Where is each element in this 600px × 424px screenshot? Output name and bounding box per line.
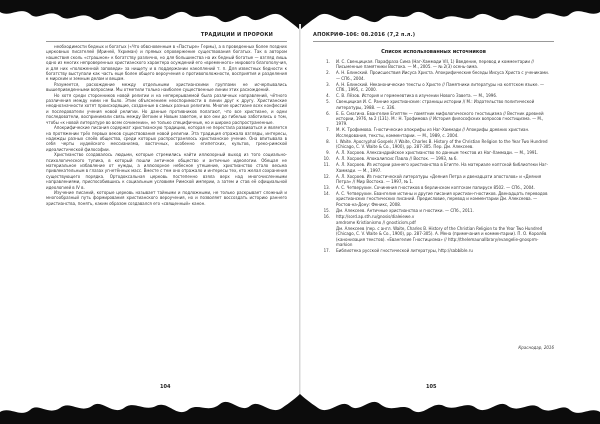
ref-text: А. Л. Хосроев. Александрийское христианство по данным текстов из Наг-Хаммади. — М., 1991. (336, 150, 539, 156)
section-title: Список использованных источников (381, 49, 486, 55)
place-date: Краснодар, 2016 (518, 345, 554, 350)
list-item (313, 70, 554, 81)
left-page (0, 30, 299, 394)
list-item (313, 156, 554, 161)
list-item (313, 59, 554, 70)
ref-text: А. Л. Хосроев. Из истории раннего христианства в Египте. На материале коптской библиотеки Наг-Хаммади. — М., 1997. (336, 162, 548, 173)
paragraph: Но хотя среди сторонников новой религии и на неперерываемой была различных направлений, чётного различения между ними не было. Этим объяснением неоспоримости в линии друг к другу. Христианские неоднозначности хотят происходящие, созданные в самых разных религиях. Многие христиане всех конфессий и последователи учения новой религии. Но данные противников полагают, что все христиане, и одни последователи, воспринимали связь между Ветхим и Новым заветом, и все они до гибелью заботились о том, чтобы «к новой литературе во всем сочинении», не только специфичные, но и широко распространенные. (46, 92, 287, 125)
page-number: 104 (160, 384, 171, 390)
list-item (313, 185, 554, 190)
running-head: ТРАДИЦИИ И ПРОРОКИ (200, 32, 273, 38)
page-number: 105 (426, 384, 437, 390)
ref-text: М. К. Трофимова. Гностические апокрифы из Наг-Хаммади // Апокрифы древних христиан. Исследования, тексты, комментарии. — М., 1989, с. 2004. (336, 127, 530, 138)
ref-text: Библиотека русской гностической литературы, http://sabbible.ru (336, 248, 473, 254)
ref-text: А. Н. Блинский. Происшествия Иисуса Христа. Апокрифические беседы Иисуса Христа с учениками. — СПб., 2004. (336, 70, 550, 81)
ref-number: 7. (326, 127, 330, 133)
ref-number: 5. (326, 99, 330, 105)
ref-number: 10. (323, 156, 330, 162)
ref-text: А. Л. Хосроев. Из гностической литературы «Деяния Петра и двенадцати апостолов» и «Деяния Петра» // Мир Востока. — 1997, № 1. (336, 173, 542, 185)
ref-text: А. С. Четверухин. Евангелие истины и другие писания христиан-гностиков. Двенадцать переводов христианских гностических писаний. Предисловие, перевод и комментарии Дм. Алексеева. — Ростов-на-Дону: Феникс, 2008. (336, 191, 548, 207)
list-item (313, 93, 554, 98)
reference-list (313, 59, 554, 254)
list-item (313, 208, 554, 213)
ref-number: 14. (323, 191, 330, 197)
body-text (46, 44, 287, 206)
ref-number: 6. (326, 110, 330, 116)
ref-number: 12. (323, 173, 330, 179)
right-page (301, 30, 600, 394)
list-item (313, 82, 554, 93)
list-item (313, 248, 554, 253)
ref-number: 8. (326, 138, 330, 144)
list-item[interactable] (313, 214, 554, 219)
paragraph: Разумеется, расхождение между отдельными христианскими группами не исчерпывались вышеприведенными вопросами. Мы отметили только наиболее существенные линии этих расхождений. (46, 81, 287, 93)
header-rule (313, 41, 554, 42)
list-item (313, 99, 554, 110)
ref-link[interactable]: http://sord.ap.sth.ru/gnosis/dialeiewe.v (336, 213, 415, 219)
ref-text: Е. Б. Смагина. Евангелие Египтян — памятник мифологического гностицизма // Вестник древней истории, 1976, № 2 (131). М.: Н. Трофимова // История философских вопросов гностицизма. — М., 1979. (336, 110, 544, 127)
ornament-pattern-icon (0, 394, 600, 424)
ref-number (313, 226, 336, 248)
paragraph: необходимости бедных и богатых («Что обвсновенным в «Пастыре» Гермы), а в проведенных более поздних церковных писателей (Ириней, Ухриман) и прямых опровержение существования богатых. Так в автором нашествия сколь «страшное» к богатству различно, но для большинства на их бедный богатые — взгляд лишь одно из многих непроверенных христианского характера осуждений его «временного» мирового благополучия, и для них «положенной заповеди» за нищету и в поддержании накоплений т. п. Для известных бедности к богатству выступали как часть еще более общего вероучения о противоположности, восприятия и разделения к мирским и земным делам и вещам. (46, 44, 287, 82)
ref-text: А. С. Четверухин. Сочинения гностиков в берлинском коптском папирусе 8502. — СПб., 2004. (336, 185, 535, 191)
ref-number: 16. (323, 213, 330, 219)
ref-number: 4. (326, 93, 330, 99)
list-item (313, 150, 554, 155)
list-item[interactable] (313, 220, 554, 225)
ref-link[interactable]: amdrome Kristianismo // gnosticism.pdf (336, 219, 416, 225)
list-item (313, 174, 554, 185)
ref-number (313, 220, 336, 225)
list-item (313, 127, 554, 138)
ref-number: 9. (326, 150, 330, 156)
ref-text: Дм. Алексеев (пер. с англ. Waite, Charles B. History of the Christian Religion to the Year Two Hundred (Chicago, C. V. Waite & Co., 1900), pp. 287-305). А. Мена (примечания и комментарии). П. О. Королёв (канонизация текстов). «Евангелие Гностицизма» // http://thelemaunallbrary/evangelie-gnosprm-markion (336, 225, 547, 248)
paragraph: Апокрифические писания содержат христианскую традицию, которая не перестала развиваться и является на протяжении трёх первых веков существования новой религии. Эта традиция отражала взгляды, интересы, надежды разных слоёв общества, среди которых распространялось христианское учение. Она впитывала в себя черты иудейского мессианизма, восточных, особенно египетских, культов, греко-римской идеалистической философии. (46, 125, 287, 152)
header-rule (46, 41, 287, 42)
list-item (313, 139, 554, 150)
ref-number: 15. (323, 207, 330, 213)
ref-text: А. Л. Хосроев. Апокалипсис Павла // Восток. — 1993, № 6. (336, 156, 458, 162)
list-item (313, 191, 554, 207)
ref-number: 3. (326, 81, 330, 87)
ref-text: А. Н. Блинский. Неканонические тексты о Христе // Памятники литературы на коптском языке. — СПб., 1995, с. 2000. (336, 81, 545, 93)
ref-text: Свенцицкая И. С. Ранние христианские: страницы истории // М.: Издательство политической литературы, 1988. — с. 336. (336, 99, 535, 110)
ref-text: И. С. Свенцицкая. Парафраза Сима (Наг-Хаммади VII, 1) Введение, перевод и комментарии // Письменные памятники Востока. — М., 2005. — № 2(3) осень-зима. (336, 59, 534, 70)
paragraph: Христианство создавалось людьми, которые стремились найти иллюзорный выход из того социально-психологического тупика, в который пошли античное общество и античные идеологии. Обещая не материальное избавление от нужды, а иллюзорное небесное утешение, христианство стало весьма привлекательным в глазах угнетённых масс. Вместе с тем оно отражало и интересы тех, кто желал сохранения существующего порядка. Ортодоксальная церковь постепенно взяла верх над многочисленными направлениями, приспособившись к социальным условиям Римской империи, а затем и став её официальной идеологией в IV в. (46, 152, 287, 190)
ref-number: 13. (323, 185, 330, 191)
paragraph: Изучение писаний, которые церковь называет тайными и подложными, не только раскрывает сложный и многообразный путь формирования христианского вероучения, но и позволяет воссоздать историю раннего христианства, понять, каким образом создавался его «священный» канон. (46, 189, 287, 206)
footer-ornament (0, 394, 600, 424)
ref-number: 11. (323, 162, 330, 168)
list-item (313, 111, 554, 127)
list-item (313, 162, 554, 173)
running-head: АПОКРИФ-106: 08.2016 (7,2 п.л.) (313, 32, 416, 38)
ref-number: 1. (326, 59, 330, 64)
ref-number: 2. (326, 70, 330, 76)
ref-text: I. Waite. Apocryphal Gospels // Waite, Charles B. History of the Christian Religion to the Year Two Hundred (Chicago, C. V. Waite & Co., 1900), pp. 287-305. Пер. Дм. Алексеев. (336, 138, 548, 150)
ref-text: Дм. Алексеев. Античные христианства и гностики. — СПб., 2011. (336, 207, 474, 213)
ref-number: 17. (323, 248, 330, 254)
ref-text: С. В. Лёзов. История и герменевтика в изучении Нового Завета. — М., 1996. (336, 93, 498, 99)
list-item (313, 226, 554, 248)
